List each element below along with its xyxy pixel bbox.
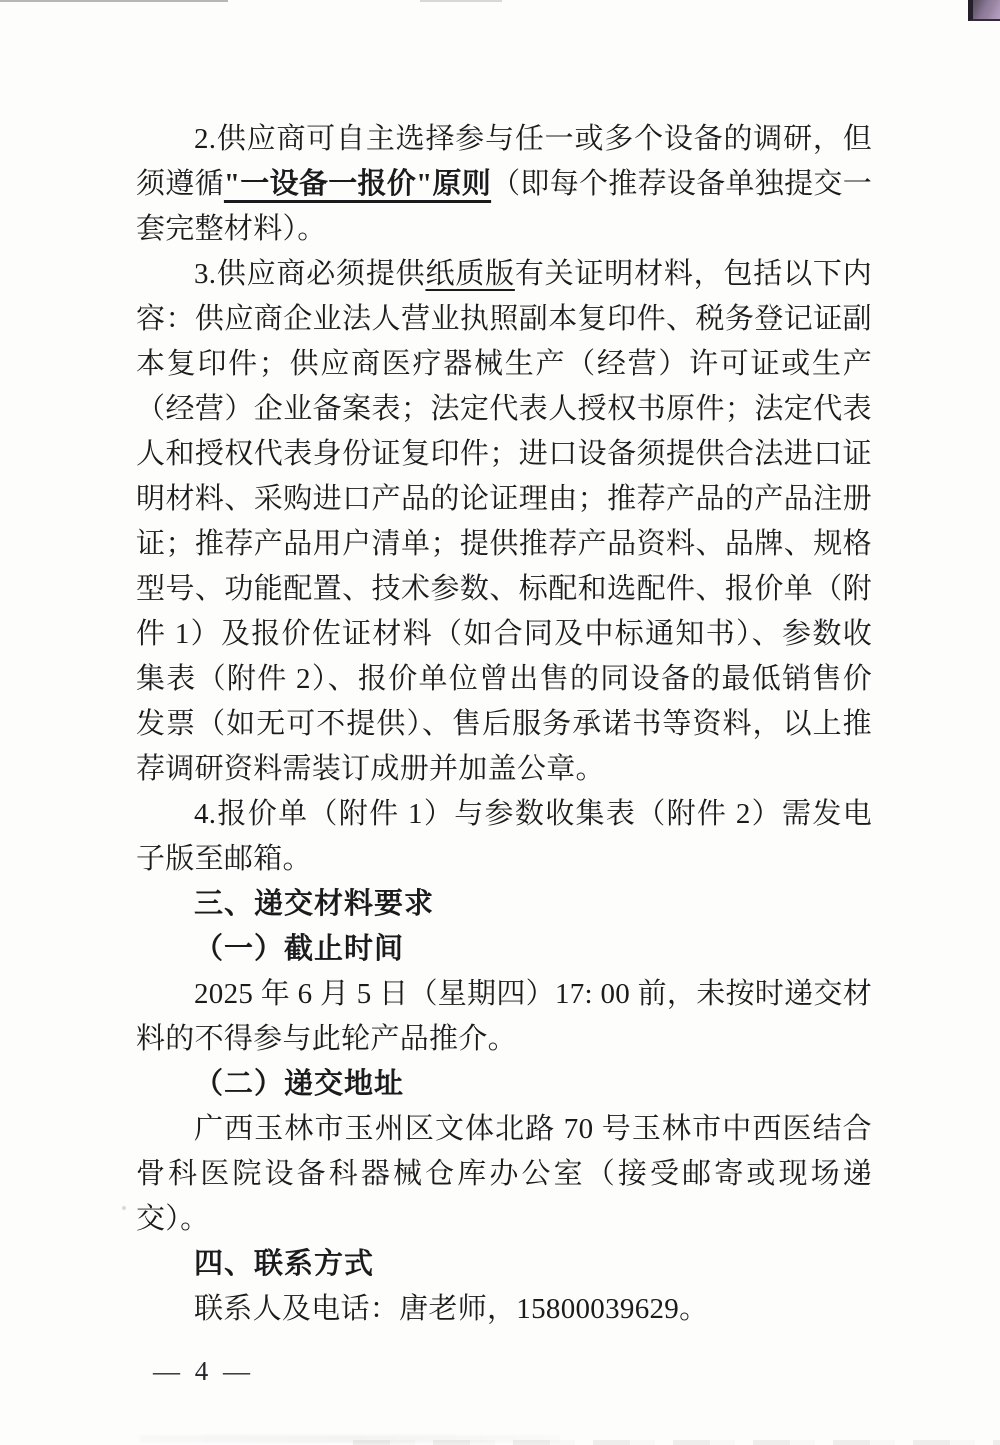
subsection-3-2-heading: （二）递交地址 [194, 1068, 405, 1100]
paragraph-item-3-text: 有关证明材料，包括以下内容：供应商企业法人营业执照副本复印件、税务登记证副本复印件；供应商医疗器械生产（经营）许可证或生产（经营）企业备案表；法定代表人授权书原件；法定代表人和授权代表身份证复印件；进口设备须提供合法进口证明材料、采购进口产品的论证理由；推荐产品的产品注册证；推荐产品用户清单；提供推荐产品资料、品牌、规格型号、功能配置、技术参数、标配和选配件、报价单（附件 1）及报价佐证材料（如合同及中标通知书）、参数收集表（附件 2）、报价单位曾出售的同设备的最低销售价发票（如无可不提供）、售后服务承诺书等资料，以上推荐调研资料需装订成册并加盖公章。 [136, 258, 872, 785]
paragraph-deadline: 2025 年 6 月 5 日（星期四）17: 00 前，未按时递交材料的不得参与此轮产品推介。 [136, 978, 873, 1055]
scan-edge-artifact [0, 0, 228, 2]
scan-noise-artifact [335, 1440, 1000, 1445]
emphasized-principle-text: "一设备一报价"原则 [223, 168, 492, 200]
section-4-heading: 四、联系方式 [194, 1248, 375, 1280]
paragraph-item-2-text: （即每个推荐设备单独提交一套完整材料）。 [136, 168, 873, 245]
scan-speck-artifact [122, 1206, 126, 1210]
paragraph-item-3 [136, 252, 872, 792]
page-number: — 4 — [153, 1356, 254, 1386]
paragraph-address: 广西玉林市玉州区文体北路 70 号玉林市中西医结合骨科医院设备科器械仓库办公室（接受邮寄或现场递交）。 [136, 1113, 872, 1235]
document-body [136, 117, 872, 1332]
paragraph-contact: 联系人及电话：唐老师，15800039629。 [194, 1293, 709, 1325]
subsection-3-1-heading: （一）截止时间 [194, 933, 405, 965]
section-3-heading: 三、递交材料要求 [194, 888, 435, 920]
paragraph-item-4: 4.报价单（附件 1）与参数收集表（附件 2）需发电子版至邮箱。 [136, 798, 872, 875]
paragraph-item-3-text: 3.供应商必须提供 [194, 258, 426, 290]
corner-thumbnail-artifact [968, 0, 1000, 21]
scan-edge-artifact [420, 0, 502, 2]
paragraph-item-2-text: 2.供应商可自主选择参与任一或多个设备的调研，但须遵循 [136, 123, 872, 200]
underlined-paper-version-text: 纸质版 [425, 258, 515, 290]
paragraph-item-2 [136, 117, 872, 252]
